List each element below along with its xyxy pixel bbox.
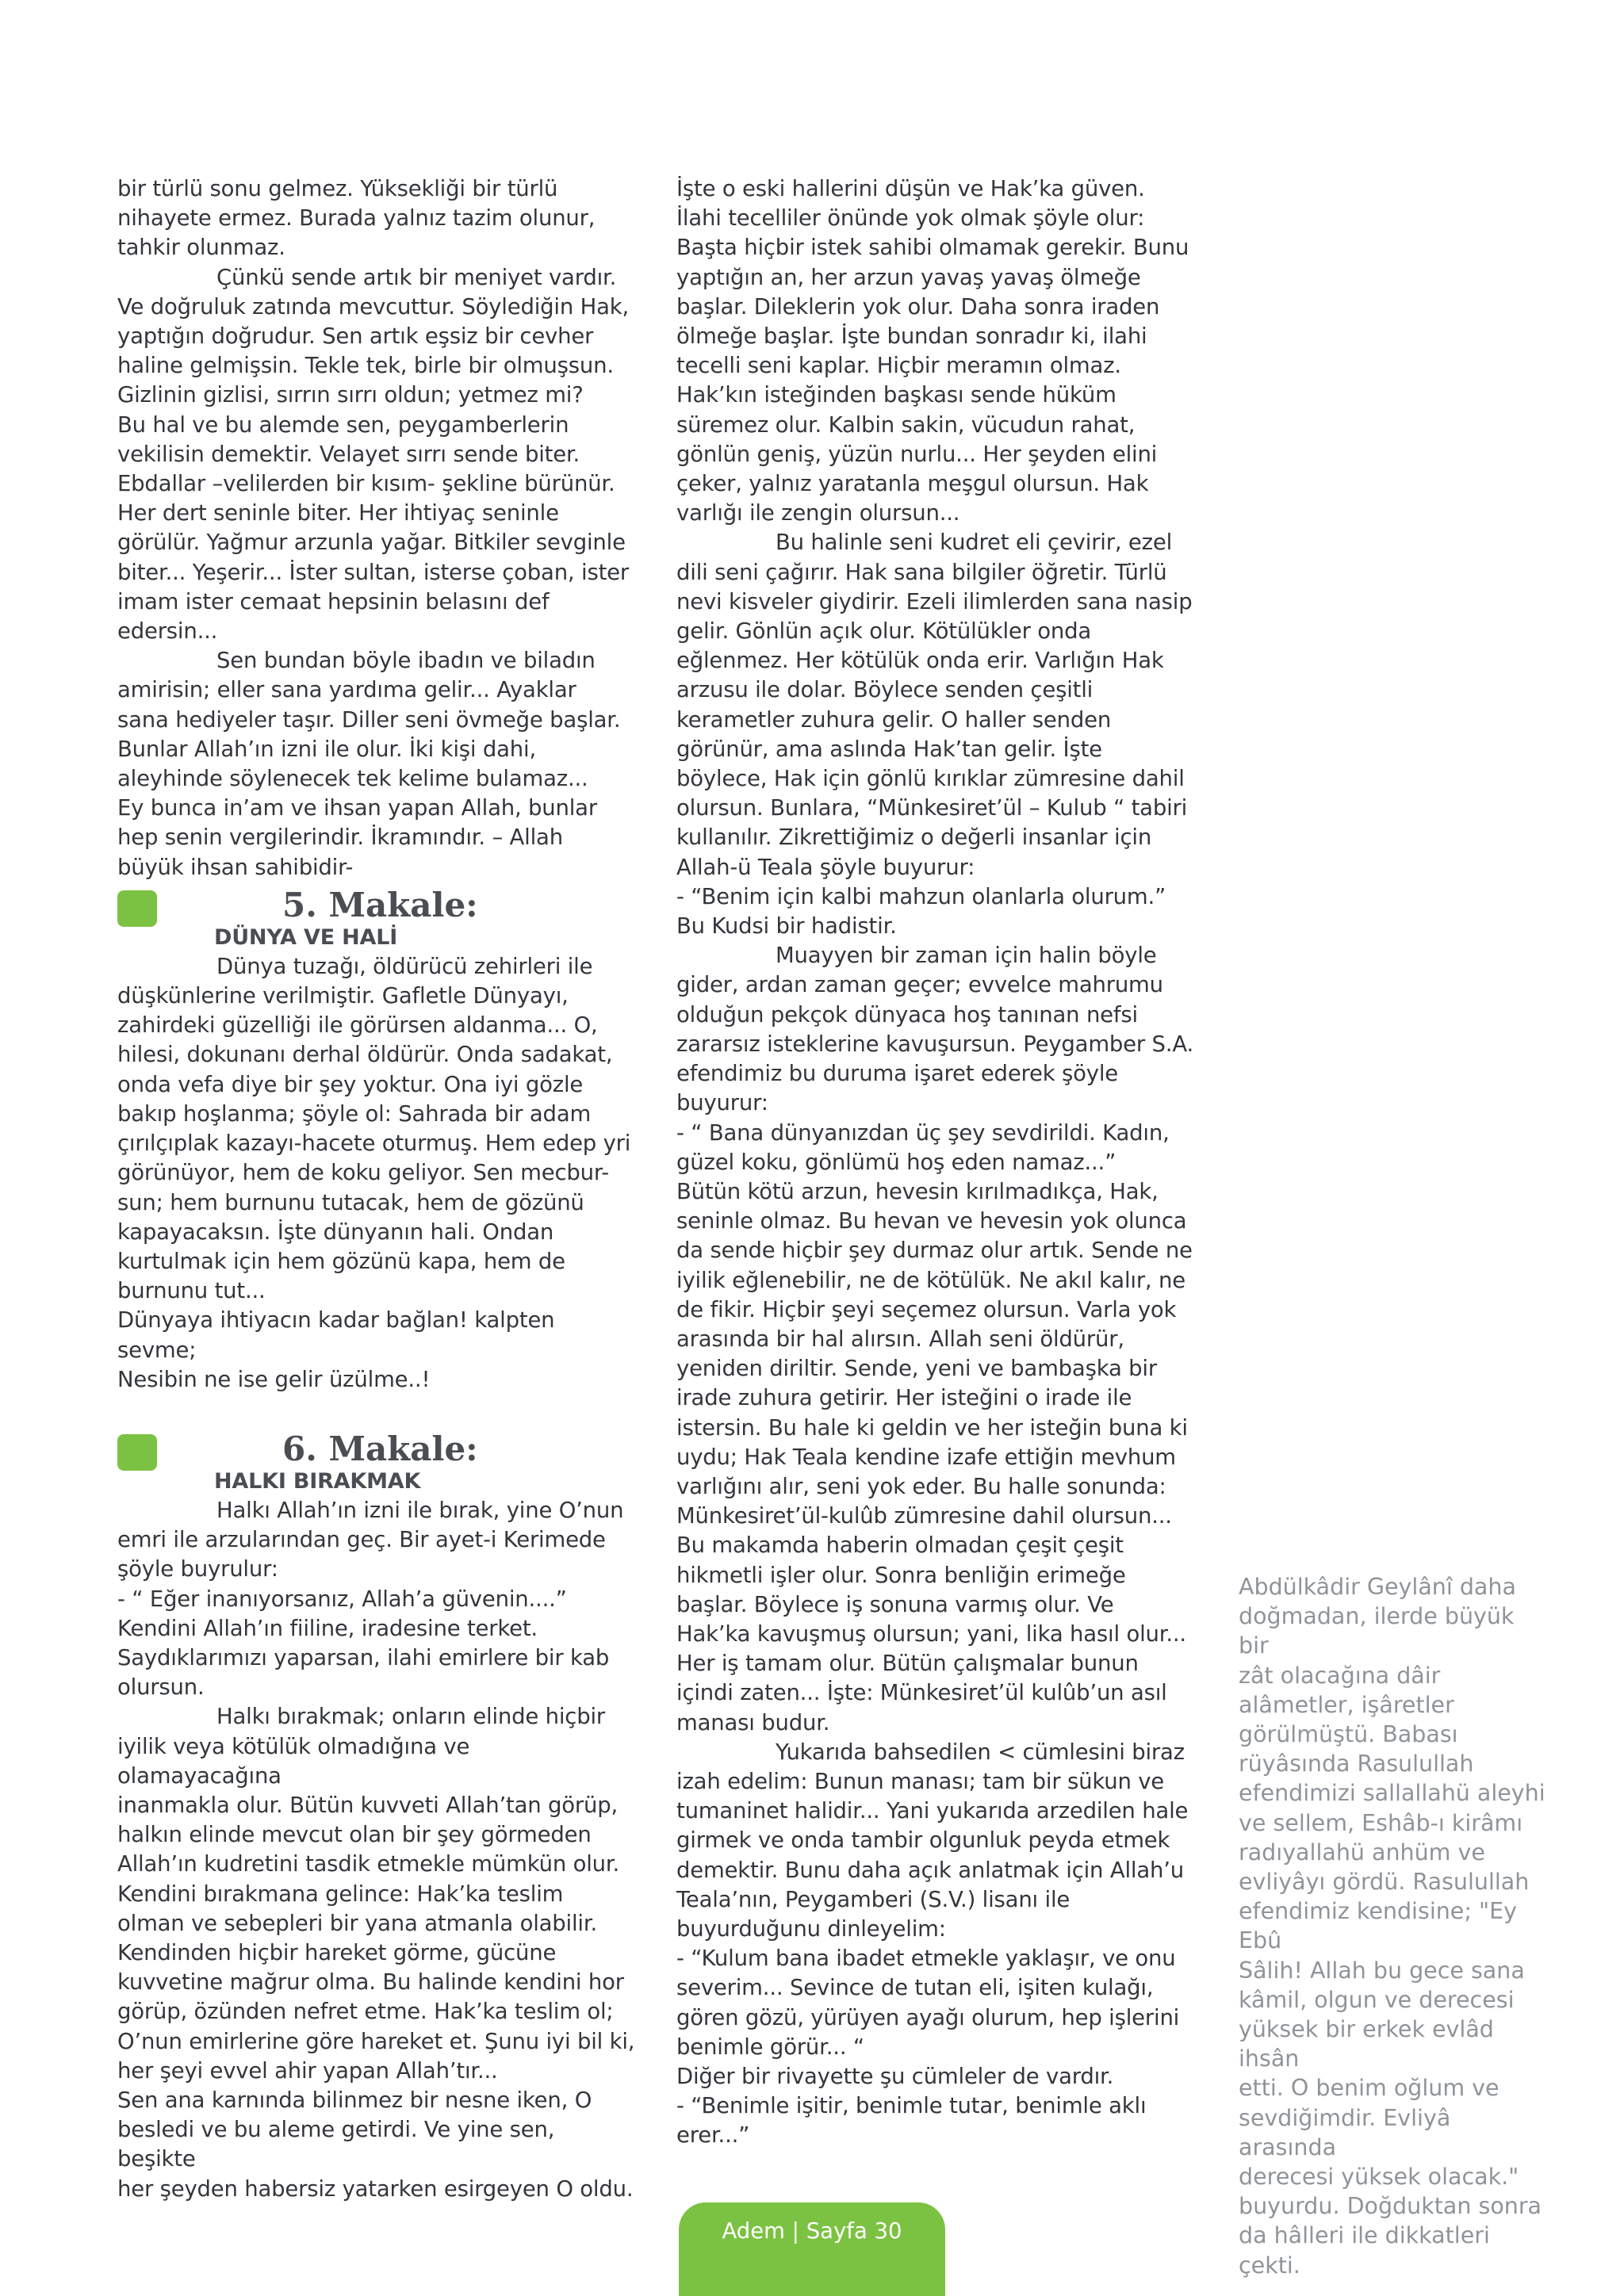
text-line: buyurduğunu dinleyelim: xyxy=(676,1915,946,1942)
text-line: girmek ve onda tambir olgunluk peyda etmek xyxy=(676,1827,1170,1854)
text-line: Her iş tamam olur. Bütün çalışmalar bunun xyxy=(676,1651,1139,1677)
paragraph xyxy=(117,1702,637,2086)
paragraph xyxy=(117,174,637,263)
text-line: İlahi tecelliler önünde yok olmak şöyle olur: xyxy=(676,205,1145,232)
makale-5-subtitle: DÜNYA VE HALİ xyxy=(214,924,398,950)
text-line: nevi kisveler giydirir. Ezeli ilimlerden sana nasip xyxy=(676,588,1193,614)
text-line: eğlenmez. Her kötülük onda erir. Varlığın Hak xyxy=(676,648,1164,674)
text-line: ölmeğe başlar. İşte bundan sonradır ki, ilahi xyxy=(676,323,1147,350)
text-line: olursun. Bunlara, “Münkesiret’ül – Kulub “ tabiri xyxy=(676,795,1188,821)
text-line: sana hediyeler taşır. Diller seni övmeğe başlar. xyxy=(117,706,621,733)
left-intro-text xyxy=(117,174,637,882)
text-line: Sen bundan böyle ibadın ve biladın xyxy=(216,648,596,674)
text-line: Bu Kudsi bir hadistir. xyxy=(676,913,897,939)
text-line: Yukarıda bahsedilen < cümlesini biraz xyxy=(776,1739,1185,1765)
text-line: arasında bir hal alırsın. Allah seni öldürür, xyxy=(676,1326,1124,1352)
text-line: İşte o eski hallerini düşün ve Hak’ka güven. xyxy=(676,176,1145,201)
sidebar-line: derecesi yüksek olacak." xyxy=(1239,2164,1519,2191)
text-line: zahirdeki güzelliği ile görürsen aldanma... O, xyxy=(117,1012,598,1039)
sidebar-line: evliyâyı gördü. Rasulullah xyxy=(1239,1869,1530,1896)
text-line: tecelli seni kaplar. Hiçbir meramın olmaz. xyxy=(676,353,1121,379)
makale-6-title: 6. Makale: xyxy=(282,1429,478,1468)
text-line: Kendinden hiçbir hareket görme, gücüne xyxy=(117,1939,557,1965)
text-line: zararsız isteklerine kavuşursun. Peygamber S.A. xyxy=(676,1031,1193,1057)
text-line: Hak’ka kavuşmuş olursun; yani, lika hasıl olur... xyxy=(676,1621,1186,1647)
sidebar-line: da hâlleri ile dikkatleri çekti. xyxy=(1239,2222,1490,2279)
text-line: erer...” xyxy=(676,2122,750,2149)
text-line: içindi zaten... İşte: Münkesiret’ül kulûb’un asıl xyxy=(676,1680,1167,1706)
text-line: tahkir olunmaz. xyxy=(117,235,285,261)
text-line: uydu; Hak Teala kendine izafe ettiğin mevhum xyxy=(676,1444,1176,1470)
text-line: burnunu tut... xyxy=(117,1278,266,1304)
text-line: Dünya tuzağı, öldürücü zehirleri ile xyxy=(216,953,593,979)
text-line: Gizlinin gizlisi, sırrın sırrı oldun; yetmez mi? xyxy=(117,382,584,408)
text-line: bir türlü sonu gelmez. Yüksekliği bir türlü xyxy=(117,176,558,201)
text-line: imam ister cemaat hepsinin belasını def xyxy=(117,588,550,614)
text-line: Diğer bir rivayette şu cümleler de vardır. xyxy=(676,2064,1114,2089)
text-line: Kendini bırakmana gelince: Hak’ka teslim xyxy=(117,1881,564,1907)
text-line: Ve doğruluk zatında mevcuttur. Söylediğin Hak, xyxy=(117,293,629,320)
text-line: besledi ve bu aleme getirdi. Ve yine sen, beşikte xyxy=(117,2117,555,2172)
text-line: Ey bunca in’am ve ihsan yapan Allah, bunlar xyxy=(117,795,597,821)
text-line: Her dert seninle biter. Her ihtiyaç seninle xyxy=(117,500,559,526)
text-line: yeniden diriltir. Sende, yeni ve bambaşka bir xyxy=(676,1356,1157,1382)
paragraph xyxy=(117,2086,637,2204)
sidebar-line: Sâlih! Allah bu gece sana xyxy=(1239,1957,1525,1984)
text-line: Allah-ü Teala şöyle buyurur: xyxy=(676,854,975,880)
text-line: demektir. Bunu daha açık anlatmak için Allah’u xyxy=(676,1857,1184,1883)
text-line: kuvvetine mağrur olma. Bu halinde kendini hor xyxy=(117,1969,624,1996)
sidebar-note xyxy=(1239,1572,1548,2280)
makale-5-section xyxy=(117,887,637,1395)
sidebar-paragraph xyxy=(1239,1572,1548,2280)
text-line: Kendini Allah’ın fiiline, iradesine terket. xyxy=(117,1615,538,1641)
text-line: süremez olur. Kalbin sakin, vücudun rahat, xyxy=(676,411,1136,438)
text-line: her şeyden habersiz yatarken esirgeyen O oldu. xyxy=(117,2175,634,2202)
text-line: efendimiz bu duruma işaret ederek şöyle xyxy=(676,1061,1119,1087)
text-line: dili seni çağırır. Hak sana bilgiler öğretir. Türlü xyxy=(676,559,1167,585)
text-line: Muayyen bir zaman için halin böyle xyxy=(776,943,1157,969)
text-line: Münkesiret’ül-kulûb zümresine dahil olursun... xyxy=(676,1503,1172,1529)
text-line: hep senin vergilerindir. İkramındır. – Allah xyxy=(117,825,563,851)
sidebar-line: rüyâsında Rasulullah xyxy=(1239,1751,1474,1777)
text-line: inanmakla olur. Bütün kuvveti Allah’tan görüp, xyxy=(117,1792,619,1818)
text-line: kapayacaksın. İşte dünyanın hali. Ondan xyxy=(117,1219,554,1245)
text-line: çırılçıplak kazayı-hacete oturmuş. Hem edep yri xyxy=(117,1131,631,1157)
text-line: benimle görür... “ xyxy=(676,2034,864,2060)
paragraph xyxy=(117,1496,637,1585)
paragraph xyxy=(117,263,637,647)
text-line: güzel koku, gönlümü hoş eden namaz...” xyxy=(676,1149,1116,1175)
text-line: Bu hal ve bu alemde sen, peygamberlerin xyxy=(117,411,569,438)
text-line: amirisin; eller sana yardıma gelir... Ayaklar xyxy=(117,677,576,703)
text-line: böylece, Hak için gönlü kırıklar zümresine dahil xyxy=(676,766,1185,792)
text-line: buyurur: xyxy=(676,1090,768,1116)
sidebar-line: radıyallahü anhüm ve xyxy=(1239,1839,1485,1866)
text-line: bakıp hoşlanma; şöyle ol: Sahrada bir adam xyxy=(117,1100,592,1127)
text-line: Sen ana karnında bilinmez bir nesne iken, O xyxy=(117,2087,592,2113)
text-line: Teala’nın, Peygamberi (S.V.) lisanı ile xyxy=(676,1886,1071,1912)
text-line: olursun. xyxy=(117,1674,205,1701)
page-number-label: Adem | Sayfa 30 xyxy=(722,2218,902,2244)
makale-6-section xyxy=(117,1431,637,2204)
text-line: Allah’ın kudretini tasdik etmekle mümkün olur. xyxy=(117,1851,620,1877)
text-line: gelir. Gönlün açık olur. Kötülükler onda xyxy=(676,618,1092,645)
paragraph xyxy=(676,1738,1208,1944)
text-line: Ebdallar –velilerden bir kısım- şekline bürünür. xyxy=(117,471,615,497)
text-line: kullanılır. Zikrettiğimiz o değerli insanlar için xyxy=(676,825,1152,851)
text-line: irade zuhura getirir. Her isteğini o irade ile xyxy=(676,1385,1132,1411)
middle-column xyxy=(676,174,1208,2151)
text-line: onda vefa diye bir şey yoktur. Ona iyi gözle xyxy=(117,1071,584,1097)
text-line: haline gelmişsin. Tekle tek, birle bir olmuşsun. xyxy=(117,353,614,379)
paragraph xyxy=(676,882,1208,941)
sidebar-line: alâmetler, işâretler xyxy=(1239,1691,1454,1718)
text-line: görüp, özünden nefret etme. Hak’ka teslim ol; xyxy=(117,1999,614,2025)
sidebar-line: yüksek bir erkek evlâd ihsân xyxy=(1239,2016,1494,2072)
text-line: O’nun emirlerine göre hareket et. Şunu iyi bil ki, xyxy=(117,2028,635,2054)
text-line: gören gözü, yürüyen ayağı olurum, hep işlerini xyxy=(676,2004,1180,2030)
text-line: - “ Bana dünyanızdan üç şey sevdirildi. Kadın, xyxy=(676,1119,1170,1146)
text-line: kerametler zuhura gelir. O haller senden xyxy=(676,706,1112,733)
text-line: yaptığın doğrudur. Sen artık eşsiz bir cevher xyxy=(117,323,594,350)
sidebar-line: görülmüştü. Babası xyxy=(1239,1721,1458,1748)
text-line: olduğun pekçok dünyaca hoş tanınan nefsi xyxy=(676,1001,1138,1027)
text-line: edersin... xyxy=(117,618,218,645)
text-line: severim... Sevince de tutan eli, işiten kulağı, xyxy=(676,1975,1154,2001)
text-line: halkın elinde mevcut olan bir şey görmeden xyxy=(117,1822,592,1848)
sidebar-line: Abdülkâdir Geylânî daha xyxy=(1239,1574,1516,1600)
text-line: hilesi, dokunanı derhal öldürür. Onda sadakat, xyxy=(117,1042,613,1068)
text-line: şöyle buyrulur: xyxy=(117,1556,278,1582)
page-footer-tab xyxy=(679,2202,945,2296)
text-line: seninle olmaz. Bu hevan ve hevesin yok olunca xyxy=(676,1208,1187,1234)
sidebar-line: etti. O benim oğlum ve xyxy=(1239,2075,1500,2102)
text-line: varlığını alır, seni yok eder. Bu halle sonunda: xyxy=(676,1473,1166,1499)
paragraph xyxy=(676,528,1208,882)
text-line: - “Kulum bana ibadet etmekle yaklaşır, ve onu xyxy=(676,1946,1176,1972)
makale-6-subtitle: HALKI BIRAKMAK xyxy=(214,1468,421,1494)
sidebar-line: buyurdu. Doğduktan sonra xyxy=(1239,2193,1542,2220)
text-line: de fikir. Hiçbir şeyi seçemez olursun. Varla yok xyxy=(676,1296,1177,1322)
text-line: her şeyi evvel ahir yapan Allah’tır... xyxy=(117,2057,498,2084)
makale-5-title: 5. Makale: xyxy=(282,885,478,924)
text-line: sun; hem burnunu tutacak, hem de gözünü xyxy=(117,1189,584,1215)
sidebar-line: efendimizi sallallahü aleyhi xyxy=(1239,1780,1545,1807)
text-line: - “Benim için kalbi mahzun olanlarla olurum.” xyxy=(676,883,1166,909)
sidebar-line: sevdiğimdir. Evliyâ arasında xyxy=(1239,2104,1451,2160)
text-line: büyük ihsan sahibidir- xyxy=(117,854,354,880)
text-line: izah edelim: Bunun manası; tam bir sükun ve xyxy=(676,1768,1165,1794)
sidebar-line: kâmil, olgun ve derecesi xyxy=(1239,1986,1515,2013)
paragraph xyxy=(676,1119,1208,1738)
text-line: Başta hiçbir istek sahibi olmamak gerekir. Bunu xyxy=(676,235,1189,261)
text-line: Bütün kötü arzun, hevesin kırılmadıkça, Hak, xyxy=(676,1178,1159,1204)
sidebar-line: ve sellem, Eshâb-ı kirâmı xyxy=(1239,1809,1523,1836)
paragraph xyxy=(676,174,1208,528)
text-line: iyilik eğlenebilir, ne de kötülük. Ne akıl kalır, ne xyxy=(676,1267,1185,1293)
paragraph xyxy=(676,1944,1208,2150)
text-line: başlar. Dileklerin yok olur. Daha sonra iraden xyxy=(676,293,1160,320)
text-line: gider, ardan zaman geçer; evvelce mahrumu xyxy=(676,972,1163,998)
paragraph xyxy=(676,941,1208,1118)
text-line: manası budur. xyxy=(676,1709,830,1735)
text-line: varlığı ile zengin olursun... xyxy=(676,500,960,526)
text-line: Bu makamda haberin olmadan çeşit çeşit xyxy=(676,1533,1124,1559)
text-line: görülür. Yağmur arzunla yağar. Bitkiler sevginle xyxy=(117,530,626,556)
paragraph xyxy=(117,646,637,882)
paragraph xyxy=(117,952,637,1306)
text-line: başlar. Böylece iş sonuna varmış olur. Ve xyxy=(676,1591,1114,1617)
text-line: istersin. Bu hale ki geldin ve her isteğin buna ki xyxy=(676,1414,1188,1441)
text-line: görünür, ama aslında Hak’tan gelir. İşte xyxy=(676,736,1102,762)
text-line: aleyhinde söylenecek tek kelime bulamaz... xyxy=(117,766,588,792)
text-line: gönlün geniş, yüzün nurlu... Her şeyden elini xyxy=(676,441,1158,467)
text-line: - “Benimle işitir, benimle tutar, benimle aklı xyxy=(676,2093,1147,2119)
text-line: çeker, yalnız yaratanla meşgul olursun. Hak xyxy=(676,471,1149,497)
left-column xyxy=(117,174,637,2204)
text-line: vekilisin demektir. Velayet sırrı sende biter. xyxy=(117,441,580,467)
sidebar-line: zât olacağına dâir xyxy=(1239,1662,1441,1689)
text-line: biter... Yeşerir... İster sultan, isterse çoban, ister xyxy=(117,559,629,585)
text-line: Dünyaya ihtiyacın kadar bağlan! kalpten sevme; xyxy=(117,1307,555,1363)
text-line: nihayete ermez. Burada yalnız tazim olunur, xyxy=(117,205,596,232)
paragraph xyxy=(117,1585,637,1703)
sidebar-line: efendimiz kendisine; "Ey Ebû xyxy=(1239,1898,1517,1954)
makale-6-body xyxy=(117,1496,637,2204)
text-line: Saydıklarımızı yaparsan, ilahi emirlere bir kab xyxy=(117,1644,610,1670)
text-line: Halkı bırakmak; onların elinde hiçbir xyxy=(216,1704,606,1730)
text-line: Nesibin ne ise gelir üzülme..! xyxy=(117,1366,431,1392)
text-line: Çünkü sende artık bir meniyet vardır. xyxy=(216,264,617,290)
sidebar-line: doğmadan, ilerde büyük bir xyxy=(1239,1603,1515,1659)
text-line: yaptığın an, her arzun yavaş yavaş ölmeğe xyxy=(676,264,1141,290)
text-line: olman ve sebepleri bir yana atmanla olabilir. xyxy=(117,1910,597,1936)
green-square-icon xyxy=(117,1434,157,1471)
text-line: Bu halinle seni kudret eli çevirir, ezel xyxy=(776,530,1173,556)
text-line: tumaninet halidir... Yani yukarıda arzedilen hale xyxy=(676,1798,1189,1824)
text-line: Hak’kın isteğinden başkası sende hüküm xyxy=(676,382,1116,408)
text-line: kurtulmak için hem gözünü kapa, hem de xyxy=(117,1248,565,1274)
text-line: - “ Eğer inanıyorsanız, Allah’a güvenin....” xyxy=(117,1586,567,1612)
text-line: görünüyor, hem de koku geliyor. Sen mecbur- xyxy=(117,1160,609,1186)
makale-5-body xyxy=(117,952,637,1395)
text-line: düşkünlerine verilmiştir. Gafletle Dünyayı, xyxy=(117,983,569,1009)
paragraph xyxy=(117,1306,637,1395)
text-line: emri ile arzularından geç. Bir ayet-i Kerimede xyxy=(117,1527,606,1553)
text-line: arzusu ile dolar. Böylece senden çeşitli xyxy=(676,677,1094,703)
text-line: hikmetli işler olur. Sonra benliğin erimeğe xyxy=(676,1562,1126,1588)
text-line: da sende hiçbir şey durmaz olur artık. Sende ne xyxy=(676,1238,1193,1264)
text-line: iyilik veya kötülük olmadığına ve olamayacağına xyxy=(117,1733,470,1789)
green-square-icon xyxy=(117,890,157,927)
text-line: Bunlar Allah’ın izni ile olur. İki kişi dahi, xyxy=(117,736,536,762)
text-line: Halkı Allah’ın izni ile bırak, yine O’nun xyxy=(216,1497,624,1523)
